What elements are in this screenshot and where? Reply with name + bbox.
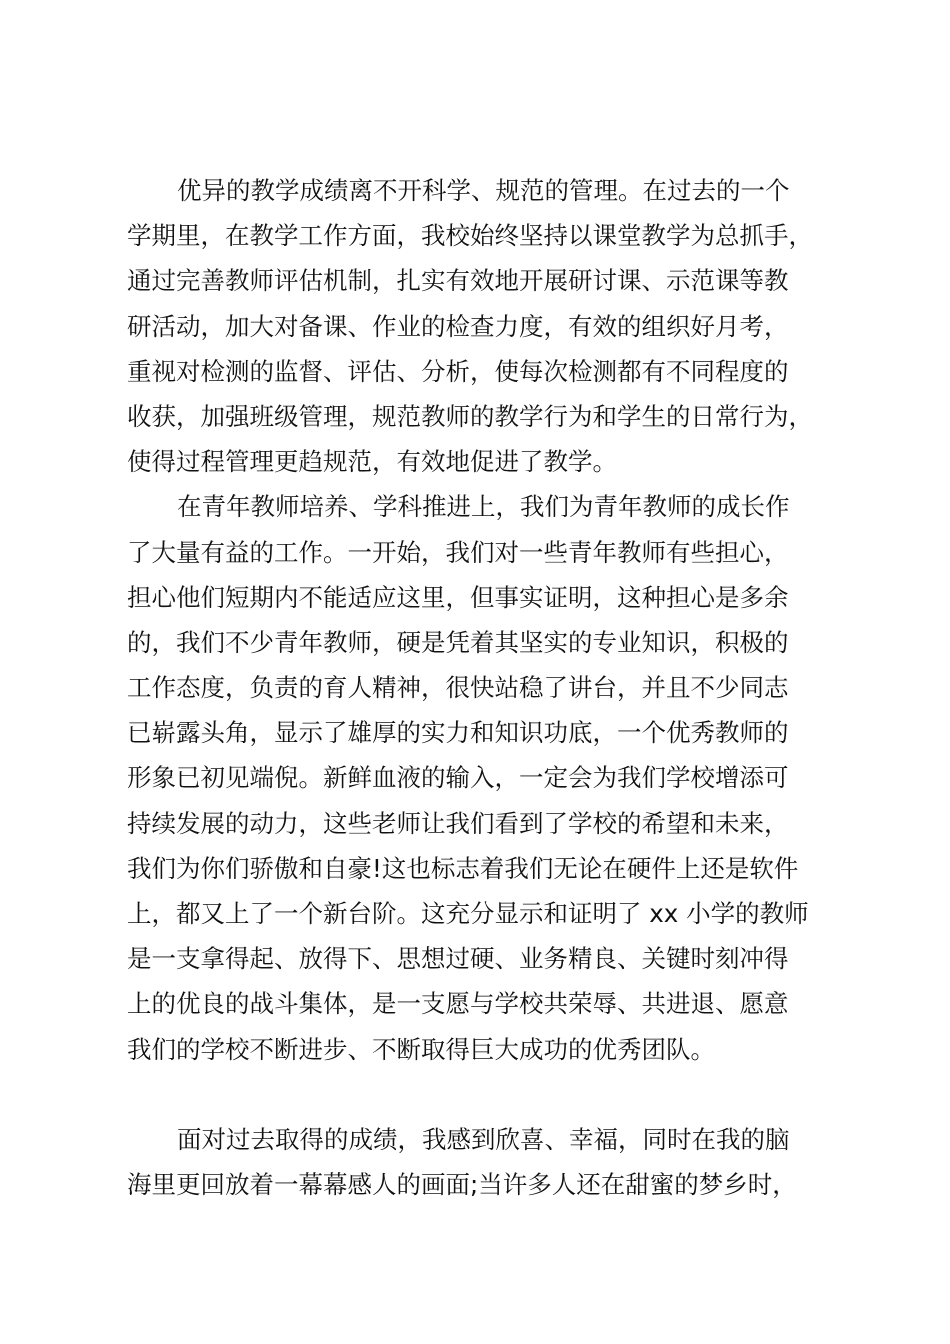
text-line: 持续发展的动力，这些老师让我们看到了学校的希望和未来， [127, 808, 789, 838]
text-line [127, 1072, 839, 1117]
text-line: 的，我们不少青年教师，硬是凭着其坚实的专业知识，积极的 [127, 627, 789, 657]
text-line: 已崭露头角，显示了雄厚的实力和知识功底，一个优秀教师的 [127, 718, 789, 748]
text-line: 研活动，加大对备课、作业的检查力度，有效的组织好月考， [127, 311, 789, 341]
text-line: 使得过程管理更趋规范，有效地促进了教学。 [127, 447, 617, 477]
text-line: 上，都又上了一个新台阶。这充分显示和证明了 xx 小学的教师 [127, 899, 809, 928]
text-line: 是一支拿得起、放得下、思想过硬、业务精良、关键时刻冲得 [127, 944, 789, 974]
text-line: 上的优良的战斗集体，是一支愿与学校共荣辱、共进退、愿意 [127, 989, 789, 1019]
text-line: 学期里，在教学工作方面，我校始终坚持以课堂教学为总抓手， [127, 221, 813, 251]
text-line: 我们为你们骄傲和自豪!这也标志着我们无论在硬件上还是软件 [127, 853, 799, 883]
paragraph-1 [127, 168, 839, 484]
paragraph-3 [127, 1117, 839, 1207]
text-line: 优异的教学成绩离不开科学、规范的管理。在过去的一个 [177, 176, 790, 205]
text-line: 通过完善教师评估机制，扎实有效地开展研讨课、示范课等教 [127, 266, 789, 296]
text-line: 重视对检测的监督、评估、分析，使每次检测都有不同程度的 [127, 356, 789, 386]
text-line: 我们的学校不断进步、不断取得巨大成功的优秀团队。 [127, 1034, 715, 1064]
text-line: 工作态度，负责的育人精神，很快站稳了讲台，并且不少同志 [127, 673, 789, 703]
paragraph-2 [127, 484, 839, 1117]
text-line: 了大量有益的工作。一开始，我们对一些青年教师有些担心， [127, 537, 789, 567]
document-body [127, 168, 839, 1207]
text-line: 海里更回放着一幕幕感人的画面;当许多人还在甜蜜的梦乡时， [127, 1170, 797, 1200]
text-line: 担心他们短期内不能适应这里，但事实证明，这种担心是多余 [127, 582, 789, 612]
text-line: 收获，加强班级管理，规范教师的教学行为和学生的日常行为， [127, 401, 813, 431]
text-line: 面对过去取得的成绩，我感到欣喜、幸福，同时在我的脑 [177, 1124, 790, 1154]
text-line: 在青年教师培养、学科推进上，我们为青年教师的成长作 [177, 492, 790, 522]
text-line: 形象已初见端倪。新鲜血液的输入，一定会为我们学校增添可 [127, 763, 789, 793]
